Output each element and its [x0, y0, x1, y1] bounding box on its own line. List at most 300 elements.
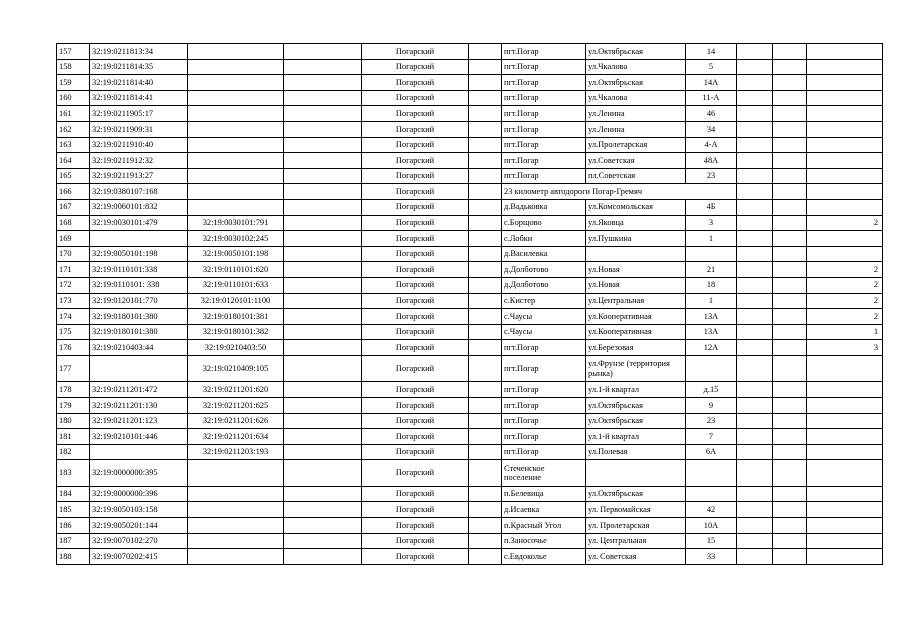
row-number: 172	[57, 277, 90, 293]
empty-cell	[773, 460, 807, 487]
table-row	[57, 153, 883, 169]
empty-cell	[737, 486, 773, 502]
empty-cell	[469, 262, 502, 278]
row-number: 166	[57, 184, 90, 200]
object-cadastral-number: 32:19:0211201:634	[188, 429, 284, 445]
count-cell	[807, 59, 883, 75]
empty-cell	[737, 121, 773, 137]
count-cell	[807, 397, 883, 413]
cadastral-number: 32:19:0380107:168	[90, 184, 188, 200]
cadastral-number: 32:19:0030101:479	[90, 215, 188, 231]
empty-cell	[469, 549, 502, 565]
empty-cell	[737, 153, 773, 169]
district-cell: Погарский	[362, 231, 469, 247]
empty-cell	[284, 486, 362, 502]
district-cell: Погарский	[362, 413, 469, 429]
row-number: 160	[57, 90, 90, 106]
table-row	[57, 340, 883, 356]
empty-cell	[469, 246, 502, 262]
house-number-cell: 10А	[686, 518, 737, 534]
empty-cell	[469, 382, 502, 398]
object-cadastral-number	[188, 199, 284, 215]
cadastral-number: 32:19:0211909:31	[90, 121, 188, 137]
street-cell: ул.Октябрьская	[586, 486, 686, 502]
empty-cell	[773, 549, 807, 565]
empty-cell	[737, 246, 773, 262]
empty-cell	[773, 59, 807, 75]
row-number: 188	[57, 549, 90, 565]
empty-cell	[284, 168, 362, 184]
empty-cell	[284, 413, 362, 429]
street-cell: ул.Комсомольская	[586, 199, 686, 215]
locality-cell: пгт.Погар	[502, 59, 586, 75]
house-number-cell: 4-А	[686, 137, 737, 153]
street-cell	[586, 460, 686, 487]
count-cell	[807, 75, 883, 91]
table-row	[57, 199, 883, 215]
district-cell: Погарский	[362, 199, 469, 215]
empty-cell	[737, 502, 773, 518]
district-cell: Погарский	[362, 277, 469, 293]
house-number-cell: 13А	[686, 324, 737, 340]
count-cell: 2	[807, 277, 883, 293]
locality-cell: д.Василевка	[502, 246, 586, 262]
house-number-cell	[686, 246, 737, 262]
table-row	[57, 486, 883, 502]
empty-cell	[737, 184, 773, 200]
empty-cell	[737, 199, 773, 215]
house-number-cell: 48А	[686, 153, 737, 169]
house-number-cell: 3	[686, 215, 737, 231]
house-number-cell: 7	[686, 429, 737, 445]
object-cadastral-number: 32:19:0110101:620	[188, 262, 284, 278]
district-cell: Погарский	[362, 44, 469, 60]
count-cell	[807, 44, 883, 60]
count-cell	[807, 382, 883, 398]
empty-cell	[773, 382, 807, 398]
empty-cell	[284, 444, 362, 460]
table-row	[57, 277, 883, 293]
row-number: 170	[57, 246, 90, 262]
empty-cell	[469, 486, 502, 502]
empty-cell	[737, 231, 773, 247]
object-cadastral-number: 32:19:0211203:193	[188, 444, 284, 460]
locality-cell: пгт.Погар	[502, 340, 586, 356]
district-cell: Погарский	[362, 486, 469, 502]
cadastral-number: 32:19:0211913:27	[90, 168, 188, 184]
locality-cell: п.Красный Угол	[502, 518, 586, 534]
empty-cell	[469, 533, 502, 549]
locality-cell: пгт.Погар	[502, 355, 586, 382]
district-cell: Погарский	[362, 168, 469, 184]
street-cell: ул.Новая	[586, 277, 686, 293]
empty-cell	[284, 309, 362, 325]
house-number-cell: 14А	[686, 75, 737, 91]
cadastral-number: 32:19:0000000:396	[90, 486, 188, 502]
row-number: 175	[57, 324, 90, 340]
locality-cell: с.Евдоколье	[502, 549, 586, 565]
object-cadastral-number: 32:19:0030102:245	[188, 231, 284, 247]
house-number-cell: 46	[686, 106, 737, 122]
table-row	[57, 106, 883, 122]
empty-cell	[773, 309, 807, 325]
count-cell	[807, 246, 883, 262]
count-cell	[807, 533, 883, 549]
empty-cell	[773, 215, 807, 231]
district-cell: Погарский	[362, 309, 469, 325]
empty-cell	[469, 199, 502, 215]
empty-cell	[284, 215, 362, 231]
row-number: 163	[57, 137, 90, 153]
district-cell: Погарский	[362, 355, 469, 382]
empty-cell	[773, 231, 807, 247]
cadastral-number: 32:19:0110101:338	[90, 262, 188, 278]
empty-cell	[469, 309, 502, 325]
count-cell	[807, 168, 883, 184]
empty-cell	[469, 231, 502, 247]
street-cell: ул.Березовая	[586, 340, 686, 356]
count-cell	[807, 460, 883, 487]
count-cell	[807, 355, 883, 382]
locality-cell: пгт.Погар	[502, 429, 586, 445]
count-cell	[807, 502, 883, 518]
street-cell: ул.Кооперативная	[586, 309, 686, 325]
empty-cell	[737, 137, 773, 153]
count-cell	[807, 549, 883, 565]
empty-cell	[737, 340, 773, 356]
street-cell: ул. Пролетарская	[586, 518, 686, 534]
row-number: 162	[57, 121, 90, 137]
empty-cell	[469, 340, 502, 356]
empty-cell	[469, 518, 502, 534]
empty-cell	[773, 106, 807, 122]
cadastral-number: 32:19:0211201:472	[90, 382, 188, 398]
cadastral-number: 32:19:0180101:380	[90, 324, 188, 340]
locality-cell: д.Исаевка	[502, 502, 586, 518]
row-number: 181	[57, 429, 90, 445]
empty-cell	[284, 262, 362, 278]
empty-cell	[284, 518, 362, 534]
empty-cell	[773, 277, 807, 293]
empty-cell	[773, 246, 807, 262]
row-number: 174	[57, 309, 90, 325]
district-cell: Погарский	[362, 90, 469, 106]
district-cell: Погарский	[362, 429, 469, 445]
empty-cell	[284, 429, 362, 445]
house-number-cell	[686, 460, 737, 487]
row-number: 171	[57, 262, 90, 278]
table-row	[57, 262, 883, 278]
house-number-cell: 1	[686, 293, 737, 309]
empty-cell	[773, 444, 807, 460]
empty-cell	[469, 75, 502, 91]
empty-cell	[737, 533, 773, 549]
object-cadastral-number	[188, 518, 284, 534]
registry-table	[56, 43, 883, 565]
district-cell: Погарский	[362, 293, 469, 309]
row-number: 186	[57, 518, 90, 534]
empty-cell	[737, 355, 773, 382]
object-cadastral-number	[188, 137, 284, 153]
empty-cell	[469, 137, 502, 153]
empty-cell	[737, 106, 773, 122]
count-cell: 2	[807, 293, 883, 309]
cadastral-number: 32:19:0050103:158	[90, 502, 188, 518]
table-row	[57, 382, 883, 398]
count-cell	[807, 413, 883, 429]
row-number: 185	[57, 502, 90, 518]
locality-cell: с.Кистер	[502, 293, 586, 309]
object-cadastral-number	[188, 168, 284, 184]
locality-cell: пгт.Погар	[502, 413, 586, 429]
object-cadastral-number	[188, 502, 284, 518]
empty-cell	[773, 199, 807, 215]
district-cell: Погарский	[362, 324, 469, 340]
table-row	[57, 549, 883, 565]
cadastral-number: 32:19:0210101:446	[90, 429, 188, 445]
object-cadastral-number: 32:19:0030101:791	[188, 215, 284, 231]
street-cell	[586, 246, 686, 262]
count-cell	[807, 231, 883, 247]
table-row	[57, 59, 883, 75]
count-cell	[807, 184, 883, 200]
cadastral-number	[90, 231, 188, 247]
house-number-cell: 33	[686, 549, 737, 565]
empty-cell	[469, 293, 502, 309]
locality-cell: с.Чаусы	[502, 309, 586, 325]
count-cell: 3	[807, 340, 883, 356]
district-cell: Погарский	[362, 215, 469, 231]
house-number-cell: 15	[686, 533, 737, 549]
district-cell: Погарский	[362, 502, 469, 518]
empty-cell	[284, 502, 362, 518]
empty-cell	[284, 397, 362, 413]
street-cell: ул.Чкалова	[586, 90, 686, 106]
table-row	[57, 121, 883, 137]
empty-cell	[284, 533, 362, 549]
table-row	[57, 429, 883, 445]
house-number-cell: 42	[686, 502, 737, 518]
row-number: 165	[57, 168, 90, 184]
row-number: 159	[57, 75, 90, 91]
locality-cell: пгт.Погар	[502, 90, 586, 106]
locality-cell: п.Заносочье	[502, 533, 586, 549]
cadastral-number: 32:19:0211912:32	[90, 153, 188, 169]
empty-cell	[284, 549, 362, 565]
empty-cell	[469, 355, 502, 382]
empty-cell	[773, 340, 807, 356]
empty-cell	[284, 460, 362, 487]
table-row	[57, 246, 883, 262]
cadastral-number: 32:19:0060101:832	[90, 199, 188, 215]
object-cadastral-number: 32:19:0211201:625	[188, 397, 284, 413]
house-number-cell: 23	[686, 413, 737, 429]
table-row	[57, 460, 883, 487]
empty-cell	[737, 549, 773, 565]
empty-cell	[284, 106, 362, 122]
empty-cell	[737, 215, 773, 231]
count-cell	[807, 429, 883, 445]
street-cell: ул.Полевая	[586, 444, 686, 460]
locality-cell: пгт.Погар	[502, 397, 586, 413]
district-cell: Погарский	[362, 59, 469, 75]
table-row	[57, 231, 883, 247]
object-cadastral-number: 32:19:0050101:198	[188, 246, 284, 262]
count-cell: 1	[807, 324, 883, 340]
empty-cell	[469, 460, 502, 487]
empty-cell	[773, 137, 807, 153]
empty-cell	[737, 44, 773, 60]
district-cell: Погарский	[362, 382, 469, 398]
table-row	[57, 397, 883, 413]
empty-cell	[469, 153, 502, 169]
count-cell: 2	[807, 309, 883, 325]
locality-cell: д.Долботово	[502, 262, 586, 278]
locality-cell: Стеченское поселение	[502, 460, 586, 487]
district-cell: Погарский	[362, 75, 469, 91]
empty-cell	[773, 413, 807, 429]
object-cadastral-number	[188, 44, 284, 60]
empty-cell	[737, 460, 773, 487]
house-number-cell	[686, 355, 737, 382]
table-row	[57, 309, 883, 325]
locality-cell: пгт.Погар	[502, 444, 586, 460]
count-cell	[807, 444, 883, 460]
empty-cell	[284, 340, 362, 356]
empty-cell	[737, 75, 773, 91]
object-cadastral-number	[188, 106, 284, 122]
count-cell: 2	[807, 215, 883, 231]
empty-cell	[773, 533, 807, 549]
empty-cell	[773, 168, 807, 184]
cadastral-number: 32:19:0050201:144	[90, 518, 188, 534]
cadastral-number: 32:19:0180101:380	[90, 309, 188, 325]
table-row	[57, 413, 883, 429]
street-cell: ул.Чкалова	[586, 59, 686, 75]
empty-cell	[284, 382, 362, 398]
empty-cell	[469, 444, 502, 460]
empty-cell	[737, 397, 773, 413]
empty-cell	[773, 502, 807, 518]
street-cell: ул.1-й квартал	[586, 382, 686, 398]
empty-cell	[773, 121, 807, 137]
object-cadastral-number: 32:19:0211201:626	[188, 413, 284, 429]
object-cadastral-number	[188, 75, 284, 91]
count-cell	[807, 486, 883, 502]
cadastral-number: 32:19:0000000:395	[90, 460, 188, 487]
row-number: 177	[57, 355, 90, 382]
cadastral-number: 32:19:0120101:770	[90, 293, 188, 309]
empty-cell	[469, 106, 502, 122]
street-cell: ул. Советская	[586, 549, 686, 565]
empty-cell	[284, 324, 362, 340]
cadastral-number	[90, 444, 188, 460]
row-number: 161	[57, 106, 90, 122]
empty-cell	[284, 59, 362, 75]
row-number: 187	[57, 533, 90, 549]
empty-cell	[469, 121, 502, 137]
object-cadastral-number: 32:19:0210409:105	[188, 355, 284, 382]
row-number: 173	[57, 293, 90, 309]
locality-cell: с.Чаусы	[502, 324, 586, 340]
table-row	[57, 518, 883, 534]
empty-cell	[284, 90, 362, 106]
cadastral-number: 32:19:0110101: 338	[90, 277, 188, 293]
table-row	[57, 215, 883, 231]
empty-cell	[284, 293, 362, 309]
object-cadastral-number: 32:19:0180101:381	[188, 309, 284, 325]
house-number-cell: 34	[686, 121, 737, 137]
house-number-cell: 11-А	[686, 90, 737, 106]
district-cell: Погарский	[362, 533, 469, 549]
street-cell: ул.Ленина	[586, 121, 686, 137]
table-row	[57, 533, 883, 549]
object-cadastral-number	[188, 153, 284, 169]
object-cadastral-number: 32:19:0180101:382	[188, 324, 284, 340]
district-cell: Погарский	[362, 121, 469, 137]
table-row	[57, 137, 883, 153]
empty-cell	[773, 184, 807, 200]
object-cadastral-number	[188, 549, 284, 565]
house-number-cell: 9	[686, 397, 737, 413]
house-number-cell: 6А	[686, 444, 737, 460]
empty-cell	[469, 324, 502, 340]
street-cell: ул.Кооперативная	[586, 324, 686, 340]
empty-cell	[737, 90, 773, 106]
house-number-cell: 18	[686, 277, 737, 293]
street-cell: ул.Ленина	[586, 106, 686, 122]
count-cell	[807, 121, 883, 137]
empty-cell	[469, 215, 502, 231]
street-cell: ул.Октябрьская	[586, 397, 686, 413]
locality-cell: пгт.Погар	[502, 75, 586, 91]
row-number: 158	[57, 59, 90, 75]
object-cadastral-number	[188, 533, 284, 549]
row-number: 180	[57, 413, 90, 429]
street-cell: ул.Пушкина	[586, 231, 686, 247]
empty-cell	[737, 413, 773, 429]
cadastral-number: 32:19:0070202:415	[90, 549, 188, 565]
empty-cell	[284, 44, 362, 60]
cadastral-number	[90, 355, 188, 382]
locality-cell: д.Вадьковка	[502, 199, 586, 215]
cadastral-number: 32:19:0070102:270	[90, 533, 188, 549]
object-cadastral-number	[188, 460, 284, 487]
empty-cell	[469, 502, 502, 518]
empty-cell	[737, 262, 773, 278]
cadastral-number: 32:19:0211201:123	[90, 413, 188, 429]
street-cell: ул.Центральная	[586, 293, 686, 309]
table-row	[57, 44, 883, 60]
row-number: 167	[57, 199, 90, 215]
locality-cell: д.Долботово	[502, 277, 586, 293]
district-cell: Погарский	[362, 184, 469, 200]
empty-cell	[773, 486, 807, 502]
district-cell: Погарский	[362, 518, 469, 534]
locality-cell: пгт.Погар	[502, 137, 586, 153]
cadastral-number: 32:19:0211201:130	[90, 397, 188, 413]
house-number-cell: 12А	[686, 340, 737, 356]
house-number-cell: 5	[686, 59, 737, 75]
street-cell: ул.Советская	[586, 153, 686, 169]
district-cell: Погарский	[362, 460, 469, 487]
count-cell	[807, 137, 883, 153]
object-cadastral-number	[188, 121, 284, 137]
empty-cell	[284, 277, 362, 293]
object-cadastral-number: 32:19:0211201:620	[188, 382, 284, 398]
row-number: 183	[57, 460, 90, 487]
street-cell: ул. Центральная	[586, 533, 686, 549]
